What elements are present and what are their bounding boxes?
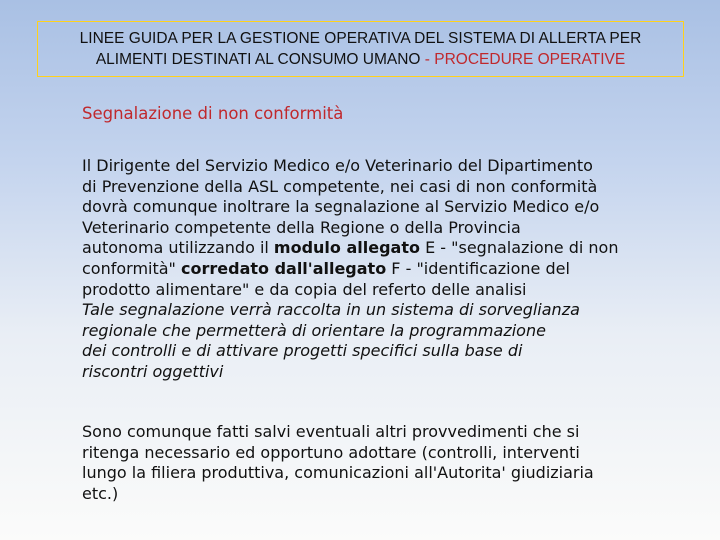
paragraph-1-line: Il Dirigente del Servizio Medico e/o Veterinario del Dipartimento [82, 156, 593, 175]
paragraph-1 [82, 156, 682, 383]
slide-title-box [37, 21, 684, 77]
paragraph-1-line: Veterinario competente della Regione o della Provincia [82, 217, 521, 237]
italic-note-line: dei controlli e di attivare progetti specifici sulla base di [82, 341, 523, 361]
text-segment: autonoma utilizzando il [82, 238, 274, 258]
text-segment: E - "segnalazione di non [419, 238, 619, 258]
paragraph-2-line: etc.) [82, 483, 119, 503]
italic-note-line: riscontri oggettivi [82, 361, 224, 381]
paragraph-2 [82, 422, 682, 504]
title-line-2-main: ALIMENTI DESTINATI AL CONSUMO UMANO [95, 51, 425, 68]
bold-segment: corredato dall'allegato [181, 258, 387, 278]
paragraph-1-line: di Prevenzione della ASL competente, nei casi di non conformità [82, 176, 598, 196]
paragraph-1-line [82, 259, 682, 280]
section-heading: Segnalazione di non conformità [82, 104, 344, 123]
paragraph-2-line: ritenga necessario ed opportuno adottare (controlli, interventi [82, 442, 580, 462]
paragraph-2-line: lungo la filiera produttiva, comunicazioni all'Autorita' giudiziaria [82, 463, 594, 483]
paragraph-2-line: Sono comunque fatti salvi eventuali altri provvedimenti che si [82, 422, 580, 441]
text-segment: F - "identificazione del [386, 258, 570, 278]
title-line-2-accent: - PROCEDURE OPERATIVE [424, 51, 626, 68]
text-segment: conformità" [82, 258, 181, 278]
bold-segment: modulo allegato [273, 238, 420, 258]
paragraph-1-line: prodotto alimentare" e da copia del referto delle analisi [82, 279, 527, 299]
title-line-2 [96, 49, 625, 70]
italic-note-line: Tale segnalazione verrà raccolta in un sistema di sorveglianza [82, 300, 580, 320]
paragraph-1-line: dovrà comunque inoltrare la segnalazione al Servizio Medico e/o [82, 197, 600, 217]
paragraph-1-line [82, 238, 682, 259]
italic-note-line: regionale che permetterà di orientare la programmazione [82, 320, 546, 340]
title-line-1: LINEE GUIDA PER LA GESTIONE OPERATIVA DEL SISTEMA DI ALLERTA PER [79, 30, 642, 47]
